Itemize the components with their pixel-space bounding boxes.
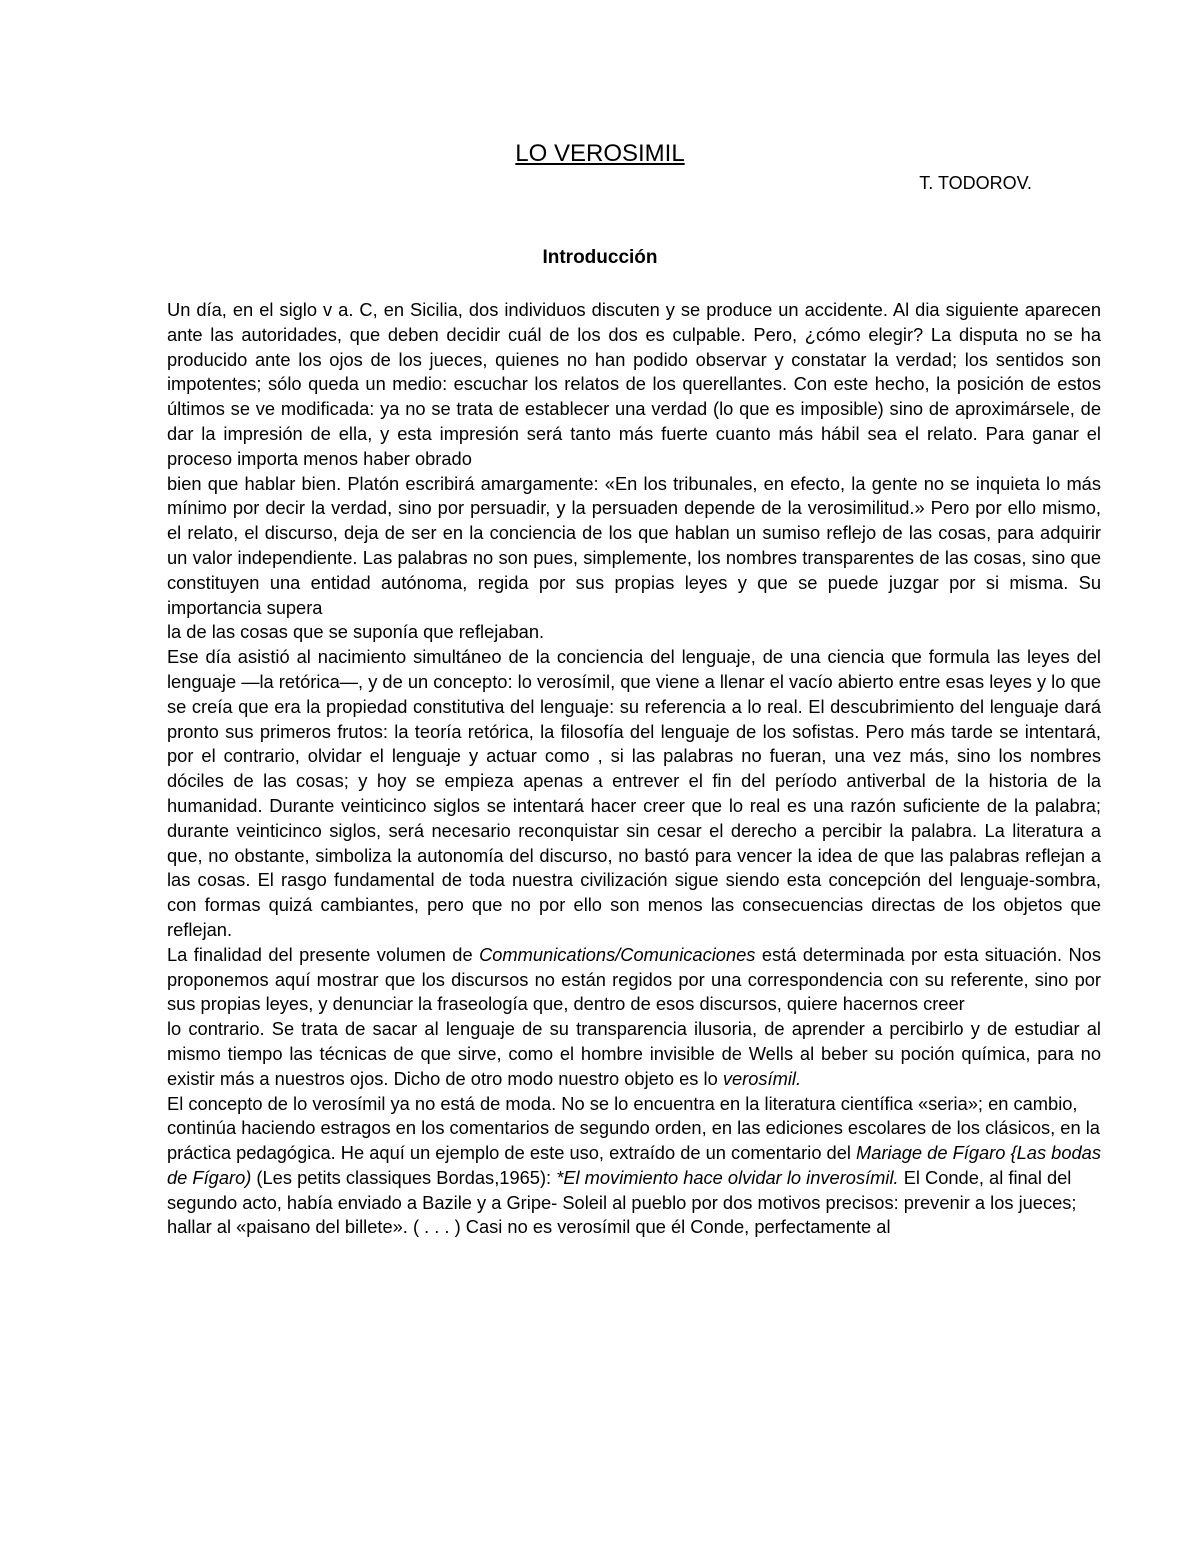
author-name: T. TODOROV.	[919, 173, 1032, 193]
paragraph: la de las cosas que se suponía que reflejaban.	[167, 621, 545, 643]
paragraph-text: (Les petits classiques Bordas,1965):	[251, 1166, 557, 1188]
paragraph	[167, 943, 1101, 1017]
document-title: LO VEROSIMIL	[515, 140, 685, 167]
paragraph: bien que hablar bien. Platón escribirá amargamente: «En los tribunales, en efecto, la gente no se inquieta lo más mínimo por decir la verdad, sino por persuadir, y la persuaden depende de la verosimilitud.» Pero por ello mismo, el relato, el discurso, deja de ser en la conciencia de los que hablan un sumiso reflejo de las cosas, para adquirir un valor independiente. Las palabras no son pues, simplemente, los nombres transparentes de las cosas, sino que constituyen una entidad autónoma, regida por sus propias leyes y que se puede juzgar por si misma. Su importancia supera	[167, 472, 1101, 618]
emphasis-text: Mariage de Fígaro {Las bodas de Fígaro)	[167, 1142, 1101, 1188]
emphasis-text: Communications/Comunicaciones	[479, 943, 756, 965]
paragraph-text: El Conde, al final del segundo acto, había enviado a Bazile y a Gripe- Soleil al pueblo por dos motivos precisos: prevenir a los jueces; hallar al «paisano del billete». ( . . . ) Casi no es verosímil que él Conde, perfectamente al	[167, 1166, 1077, 1238]
paragraph	[167, 1017, 1101, 1091]
paragraph-text: está determinada por esta situación. Nos proponemos aquí mostrar que los discursos no están regidos por una correspondencia con su referente, sino por sus propias leyes, y denunciar la fraseología que, dentro de esos discursos, quiere hacernos creer	[167, 943, 1101, 1015]
paragraph-text: lo contrario. Se trata de sacar al lenguaje de su transparencia ilusoria, de aprender a percibirlo y de estudiar al mismo tiempo las técnicas de que sirve, como el hombre invisible de Wells al beber su poción química, para no existir más a nuestros ojos. Dicho de otro modo nuestro objeto es lo	[167, 1018, 1101, 1089]
emphasis-text: *El movimiento hace olvidar lo inverosímil.	[556, 1166, 899, 1188]
paragraph	[167, 1092, 1101, 1241]
paragraph: Un día, en el siglo v a. C, en Sicilia, dos individuos discuten y se produce un accidente. Al dia siguiente aparecen ante las autoridades, que deben decidir cuál de los dos es culpable. Pero, ¿cómo elegir? La disputa no se ha producido ante los ojos de los jueces, quienes no han podido observar y constatar la verdad; los sentidos son impotentes; sólo queda un medio: escuchar los relatos de los querellantes. Con este hecho, la posición de estos últimos se ve modificada: ya no se trata de establecer una verdad (lo que es imposible) sino de aproximársele, de dar la impresión de ella, y esta impresión será tanto más fuerte cuanto más hábil sea el relato. Para ganar el proceso importa menos haber obrado	[167, 299, 1101, 469]
paragraph: Ese día asistió al nacimiento simultáneo de la conciencia del lenguaje, de una ciencia que formula las leyes del lenguaje —la retórica—, y de un concepto: lo verosímil, que viene a llenar el vacío abierto entre esas leyes y lo que se creía que era la propiedad constitutiva del lenguaje: su referencia a lo real. El descubrimiento del lenguaje dará pronto sus primeros frutos: la teoría retórica, la filosofía del lenguaje de los sofistas. Pero más tarde se intentará, por el contrario, olvidar el lenguaje y actuar como , si las palabras no fueran, una vez más, sino los nombres dóciles de las cosas; y hoy se empieza apenas a entrever el fin del período antiverbal de la historia de la humanidad. Durante veinticinco siglos se intentará hacer creer que lo real es una razón suficiente de la palabra; durante veinticinco siglos, será necesario reconquistar sin cesar el derecho a percibir la palabra. La literatura a que, no obstante, simboliza la autonomía del discurso, no bastó para vencer la idea de que las palabras reflejan a las cosas. El rasgo fundamental de toda nuestra civilización sigue siendo esta concepción del lenguaje-sombra, con formas quizá cambiantes, pero que no por ello son menos las consecuencias directas de los objetos que reflejan.	[167, 646, 1101, 940]
section-heading: Introducción	[542, 247, 658, 268]
paragraph-text: El concepto de lo verosímil ya no está de moda. No se lo encuentra en la literatura científica «seria»; en cambio, continúa haciendo estragos en los comentarios de segundo orden, en las ediciones escolares de los clásicos, en la práctica pedagógica. He aquí un ejemplo de este uso, extraído de un comentario del	[167, 1092, 1100, 1164]
emphasis-text: verosímil.	[722, 1067, 802, 1089]
paragraph-text: La finalidad del presente volumen de	[167, 943, 480, 965]
document-body	[167, 298, 1101, 1240]
